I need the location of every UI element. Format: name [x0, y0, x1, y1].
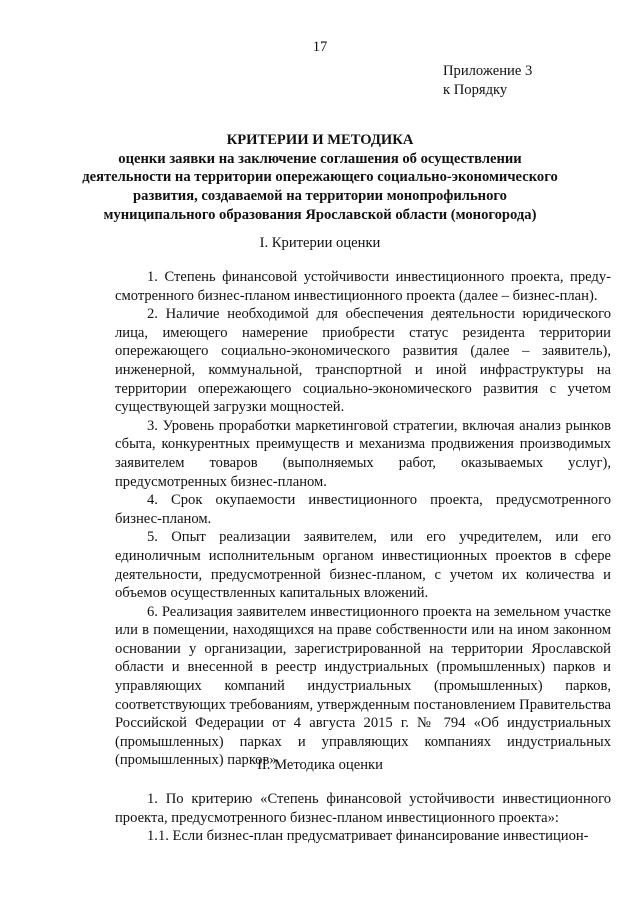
- method-1-1: 1.1. Если бизнес-план предусматривает финансирование инвестицион-: [147, 828, 589, 845]
- section-1-body: [115, 268, 611, 770]
- criterion-5: 5. Опыт реализации заявителем, или его учредителем, или его единоличным исполнительным органом инвестиционных проектов в сфере деятельности, предусмотренной бизнес-планом, с учетом их количества и объемов осуществленных капитальных вложений.: [115, 529, 611, 602]
- title-line-4: развития, создаваемой на территории монопрофильного: [133, 188, 507, 205]
- criterion-1: 1. Степень финансовой устойчивости инвестиционного проекта, преду-смотренного бизнес-планом инвестиционного проекта (далее – бизнес-план).: [115, 269, 611, 304]
- appendix-line-1: Приложение 3: [443, 63, 533, 79]
- title-line-2: оценки заявки на заключение соглашения об осуществлении: [118, 150, 522, 167]
- method-1: 1. По критерию «Степень финансовой устойчивости инвестиционного проекта, предусмотренного бизнес-планом инвестиционного проекта»:: [115, 791, 611, 826]
- criterion-2: 2. Наличие необходимой для обеспечения деятельности юридического лица, имеющего намерение приобрести статус резидента территории опережающего социально-экономического развития (далее – заявитель), инженерной, коммунальной, транспортной и иной инфраструктуры на территории опережающего социально-экономического развития с учетом существующей загрузки мощностей.: [115, 306, 611, 416]
- criterion-3: 3. Уровень проработки маркетинговой стратегии, включая анализ рынков сбыта, конкурентных преимуществ и механизма продвижения производимых заявителем товаров (выполняемых работ, оказываемых услуг), предусмотренных бизнес-планом.: [115, 417, 611, 490]
- page-number: 17: [312, 39, 328, 55]
- criterion-6: 6. Реализация заявителем инвестиционного проекта на земельном участке или в помещении, находящихся на праве собственности или на ином законном основании у организации, зарегистрированной на территории Ярославской области и внесенной в реестр индустриальных (промышленных) парков и управляющих компаний индустриальных (промышленных) парков, соответствующих требованиям, утвержденным постановлением Правительства Российской Федерации от 4 августа 2015 г. № 794 «Об индустриальных (промышленных) парках и управляющих компаниях индустриальных (промышленных) парков».: [115, 603, 611, 769]
- section-1-heading: I. Критерии оценки: [259, 235, 381, 251]
- appendix-note: [443, 62, 532, 99]
- criterion-4: 4. Срок окупаемости инвестиционного проекта, предусмотренного бизнес-планом.: [115, 492, 611, 527]
- title-line-3: деятельности на территории опережающего социально-экономического: [82, 169, 558, 186]
- document-title: [0, 131, 640, 225]
- appendix-line-2: к Порядку: [443, 81, 508, 98]
- title-line-5: муниципального образования Ярославской области (моногорода): [103, 206, 537, 223]
- section-2-body: [115, 790, 611, 846]
- section-2-heading: II. Методика оценки: [257, 757, 383, 773]
- title-line-1: КРИТЕРИИ И МЕТОДИКА: [226, 132, 414, 148]
